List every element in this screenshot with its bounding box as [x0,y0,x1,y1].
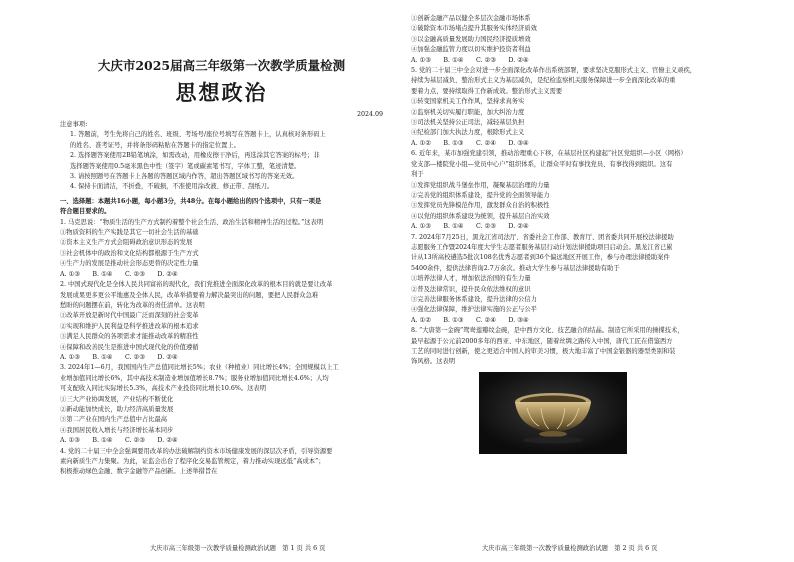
text-line: 3. 请按照题号在答题卡上各题的答题区域内作答，超出答题区域书写的答案无效。 [70,173,299,181]
text-line: ③司法机关坚持公正司法，减轻基层负担 [411,119,525,127]
text-line: ①培养法律人才，增加依法治国的有生力量 [411,275,531,283]
page-footer: 大庆市高三年级第一次教学质量检测政治试题 第 2 页 共 6 页 [482,545,658,552]
exam-title: 大庆市2025届高三年级第一次教学质量检测 [97,58,346,73]
text-line: 持续为基层减负，整治形式主义为基层减负，是纪检监察机关服务保障进一步全面深化改革的重 [411,77,676,85]
text-line: 可支配收入同比实际增长5.3%，高技术产业投资同比增长10.6%。这表明 [60,385,267,393]
text-line: ①发挥党组织战斗堡垒作用，凝聚基层治理的力量 [411,181,550,189]
text-line: A. ①③ B. ①④ C. ②③ D. ②④ [60,437,178,445]
text-line: 业增加值同比增长6%，其中高技术制造业增加值增长8.7%；服务业增加值同比增长4.6%；人均 [60,374,329,382]
text-line: 1. 答题前，考生先将自己的姓名、班级、考场号/座位号填写在答题卡上，认真核对条形码上 [70,131,326,139]
page-2 [397,0,794,562]
text-line: 4. 保持卡面清洁，不折叠，不破损，不准使用涂改液、修正带、刮纸刀。 [70,183,274,191]
text-line: ②普及法律常识，提升民众依法维权的意识 [411,285,531,293]
text-line: 8. “大唐第一金碗”鸳鸯莲瓣纹金碗，是中西方文化、技艺融合的结晶。制造它所采用的捶揲技术， [411,327,684,335]
text-line: ①创新金融产品以健全多层次金融市场体系 [411,15,531,22]
section-heading [60,197,383,218]
text-line: A. ①② B. ①③ C. ②④ D. ③④ [411,139,529,147]
text-line: ②资本主义生产方式会阻碍政治意识形态的发展 [60,239,193,247]
text-line: 5. 党的二十届三中全会对进一步全面深化改革作出系统部署，要求坚决克服形式主义、官僚主义顽疾， [411,67,697,75]
golden-bowl-icon [479,372,627,454]
text-line: ③社会机体中的政治和文化结构都根源于生产方式 [60,249,199,257]
text-line: 2. 中国式现代化是全体人民共同富裕的现代化，我们党推进全面深化改革的根本目的就是要让改革 [60,281,333,289]
text-line: 的姓名、准考证号，并将条形码粘贴在答题卡的指定位置上。 [70,141,241,149]
golden-bowl-photo [479,372,627,454]
text-line: 符合题目要求的。 [60,208,111,216]
exam-date: 2024.09 [356,111,383,118]
text-line: 素向新质生产力集聚。为此，证监会出台了程序化交易监管规定，着力推动实现远低“高成本”； [60,458,325,465]
text-line: ④纪检部门加大执法力度，根除形式主义 [411,129,525,137]
text-line: ①物质资料的生产实践是其它一切社会生活的基础 [60,229,199,237]
text-line: 选择题答案使用0.5毫米黑色中性（签字）笔或碳素笔书写，字体工整，笔迹清楚。 [70,162,301,170]
text-line: ②监察机关切实履行职能，加大纠治力度 [411,108,525,116]
text-line: 饰风格。这表明 [411,358,456,366]
question-list-page-1 [60,218,383,478]
text-line: 积极推动绿色金融、数字金融等产品创新。上述举措旨在 [60,468,218,476]
text-line: ④我国居民收入增长与经济增长基本同步 [60,426,174,434]
text-line: 6. 近年来，某市加强党建引领，推动治理重心下移，在基层社区构建起“社区党组织—小区（网格） [411,150,687,158]
text-line: 党支部—楼院党小组—党员中心户”组织体系，让群众平时有事找党员、有事找得到组织。这有 [411,160,673,168]
text-line: A. ①③ B. ①④ C. ②③ D. ②④ [60,353,178,361]
text-line: ③满足人民群众的各项需求才能推动改革的精准性 [60,333,199,341]
text-line: A. ①③ B. ①④ C. ②③ D. ②④ [411,56,529,64]
text-line: ①转变国家机关工作作风，坚持求真务实 [411,98,525,106]
text-line: 工艺的同时进行创新，使之更适合中国人的审美习惯，极大地丰富了中国金银器的器型类别和装 [411,348,676,355]
text-line: 最早起源于公元前2000多年的西亚、中东地区，随着丝绸之路传入中国，唐代工匠在借鉴西方 [411,337,673,345]
text-line: 3. 2024年1—6月，我国国内生产总值同比增长5%；农业（种植业）同比增长4%；全国规模以上工 [60,364,339,372]
text-line: 7. 2024年7月25日，黑龙江省司法厅、省委社会工作部、教育厅、团省委共同开展校法律援助 [411,233,674,241]
text-line: ②完善党的组织体系建设，提升党的全面领导能力 [411,191,550,199]
text-line: 发展成果更多更公平地惠及全体人民，改革举措要着力解决最突出的问题，要把人民群众急难 [60,291,319,299]
text-line: 要着力点，要持续取得工作新成效。整治形式主义需要 [411,87,563,95]
text-line: ④加强金融监管力度以切实维护投资者利益 [411,46,531,54]
notice-list [60,130,383,192]
text-line: 一、选择题：本题共16小题，每小题3分，共48分。在每小题给出的四个选项中，只有一项是 [60,197,322,205]
text-line: A. ①② B. ①③ C. ②④ D. ③④ [411,316,529,324]
text-line: ④以党的组织体系建设为统领，提升基层自治实效 [411,212,550,220]
text-line: 志愿服务工作暨2024年度大学生志愿者服务基层行动计划法律援助项目启动会。黑龙江省已累 [411,243,673,251]
text-line: ②破除资本市场堵点提升其服务实体经济质效 [411,25,537,33]
question-list-page-2 [411,14,754,368]
text-line: A. ①③ B. ①④ C. ②③ D. ②④ [60,270,178,278]
text-line: ③完善法律服务体系建设，提升法律的公信力 [411,295,537,303]
subject-title: 思想政治 [175,80,268,105]
text-line: 愁盼的问题摆在前，转化为改革的责任清单。这表明 [60,301,205,309]
text-line: 2. 选择题答案使用2B铅笔填涂，如需改动，用橡皮擦干净后，再选涂其它答案的标号；非 [70,152,320,160]
text-line: ②实现和维护人民利益是科学推进改革的根本追求 [60,322,199,330]
text-line: 计从13所高校遴选5批次108名优秀志愿者到36个偏远地区开展工作，参与办理法律援助案件 [411,254,670,262]
text-line: ③发挥党员先锋模范作用，激发群众自治的积极性 [411,202,550,210]
text-line: ②新动能加快成长，助力经济高质量发展 [60,405,174,413]
text-line: ①改革开放是新时代中国最广泛而深刻的社会变革 [60,312,199,320]
text-line: 5400余件，提供法律咨询2.7万余次。推动大学生参与基层法律援助有助于 [411,264,620,272]
text-line: A. ①③ B. ①④ C. ②③ D. ②④ [411,223,529,231]
text-line: ④强化法律保障，维护法律实施的公正与公平 [411,306,537,314]
text-line: 4. 党的二十届三中全会强调要用改革的办法破解制约资本市场健康发展的深层次矛盾，引导资源要 [60,447,333,455]
text-line: ①三大产业协调发展，产业结构不断优化 [60,395,174,403]
text-line: ③第二产业在国内生产总值中占比最高 [60,416,168,424]
text-line: ④生产力的发展是推动社会形态更替的决定性力量 [60,260,199,268]
text-line: 利于 [411,171,424,179]
text-line: ④保障和改善民生是推进中国式现代化的价值遵循 [60,343,199,351]
page-footer: 大庆市高三年级第一次教学质量检测政治试题 第 1 页 共 6 页 [150,545,326,552]
notice-heading: 注意事项: [60,121,88,128]
text-line: 1. 马克思说：“物质生活的生产方式制约着整个社会生活、政治生活和精神生活的过程。”这表明 [60,218,324,226]
text-line: ③以金融高质量发展助力国民经济提质增效 [411,35,531,43]
